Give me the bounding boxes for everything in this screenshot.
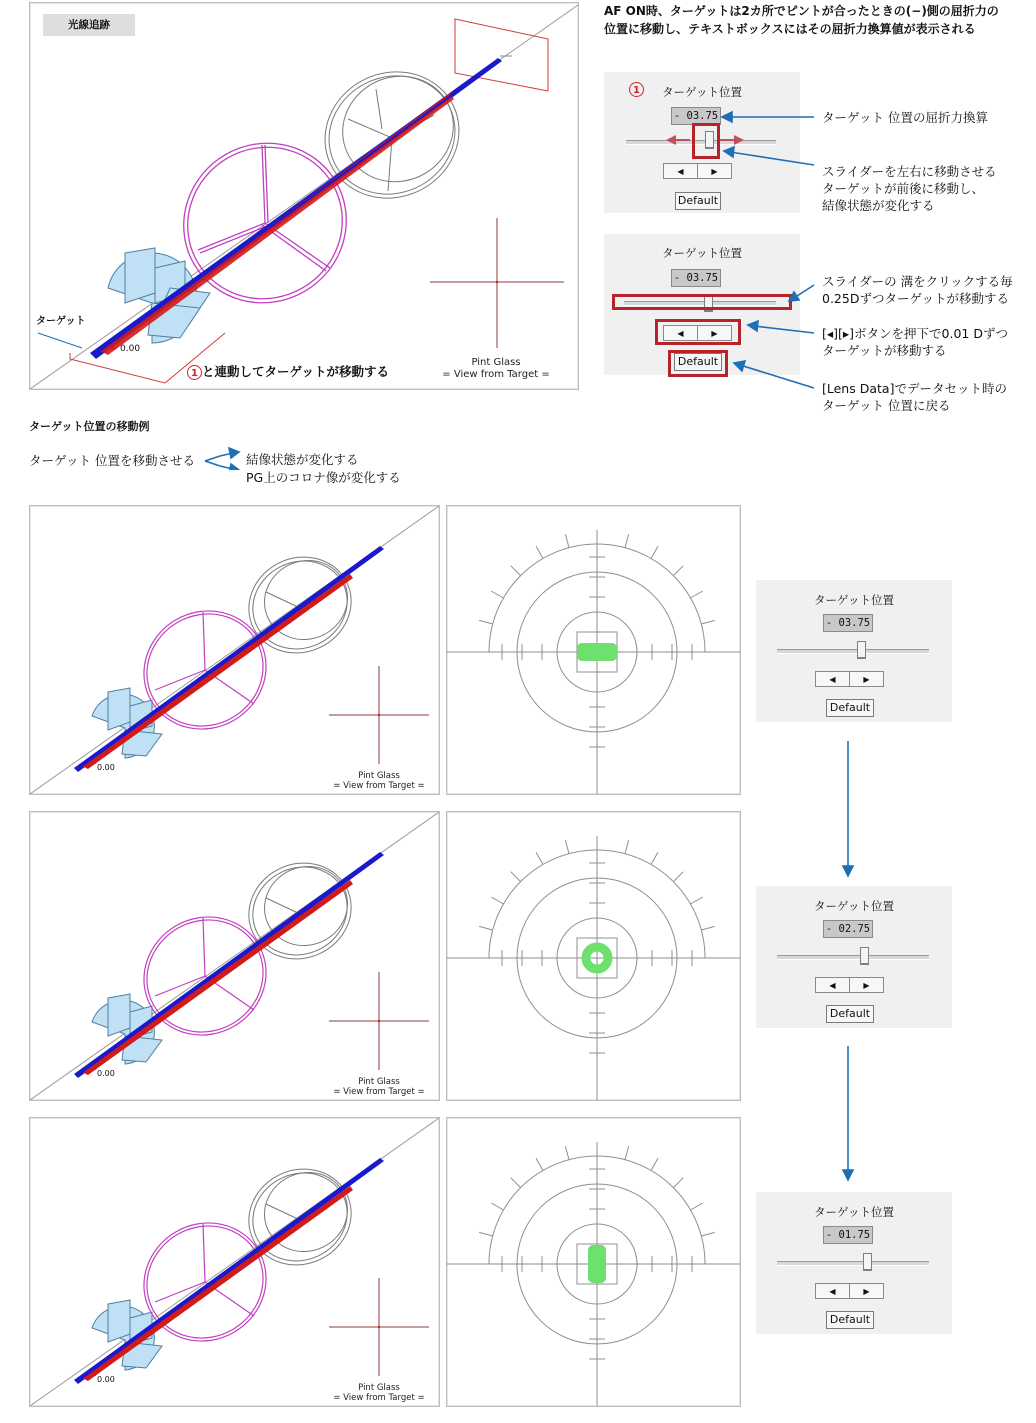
target-position-panel — [756, 1192, 952, 1334]
pint-glass-viewport — [446, 1117, 741, 1407]
focus-image — [588, 1245, 606, 1283]
ray-trace-title: 光線追跡 — [43, 14, 135, 36]
effect-2: PG上のコロナ像が変化する — [246, 470, 401, 485]
default-button[interactable]: Default — [675, 192, 721, 210]
header-line-1: AF ON時、ターゲットは2カ所でピントが合ったときの(−)側の屈折力の — [604, 4, 999, 18]
example-ray-trace-viewport — [29, 505, 440, 795]
target-value-box: - 01.75 — [823, 1226, 873, 1244]
target-value-box: - 02.75 — [823, 920, 873, 938]
link-note: 1 と連動してターゲットが移動する — [187, 362, 389, 380]
step-right-button[interactable]: ▶ — [849, 671, 884, 687]
default-button[interactable]: Default — [826, 1311, 874, 1329]
panel-title: ターゲット位置 — [813, 1205, 895, 1219]
panel-title: ターゲット位置 — [813, 593, 895, 607]
panel-title: ターゲット位置 — [813, 899, 895, 913]
target-value-box: - 03.75 — [671, 107, 721, 125]
target-value-box: - 03.75 — [823, 614, 873, 632]
panel-title: ターゲット位置 — [661, 246, 743, 260]
target-slider-track[interactable] — [777, 649, 929, 654]
annotation-default: [Lens Data]でデータセット時の ターゲット 位置に戻る — [822, 381, 1007, 413]
target-position-panel — [756, 580, 952, 722]
effect-1: 結像状態が変化する — [246, 452, 359, 467]
default-button[interactable]: Default — [826, 699, 874, 717]
example-ray-trace-drawing — [30, 506, 439, 794]
example-flow-arrows — [838, 736, 858, 1186]
pint-glass-viewport — [446, 811, 741, 1101]
annotation-refraction: ターゲット 位置の屈折力換算 — [822, 110, 988, 125]
pint-glass-caption: Pint Glass = View from Target = — [333, 771, 425, 791]
step-right-button[interactable]: ▶ — [697, 163, 732, 179]
annotation-track: スライダーの 溝をクリックする毎 0.25Dずつターゲットが移動する — [822, 274, 1013, 306]
focus-image — [577, 643, 617, 661]
default-button[interactable]: Default — [674, 353, 722, 371]
step-right-button[interactable]: ▶ — [697, 325, 732, 341]
example-ray-trace-drawing — [30, 812, 439, 1100]
step-left-button[interactable]: ◀ — [663, 325, 698, 341]
move-text: ターゲット 位置を移動させる — [29, 453, 195, 468]
target-label: ターゲット — [36, 316, 86, 327]
step-left-button[interactable]: ◀ — [815, 671, 850, 687]
target-value-box: - 03.75 — [671, 269, 721, 287]
pint-glass-drawing — [447, 506, 740, 794]
panel-title: ターゲット位置 — [661, 85, 743, 99]
marker-1-icon: 1 — [629, 82, 644, 97]
target-slider-thumb[interactable] — [863, 1253, 872, 1271]
annotation-slider: スライダーを左右に移動させる ターゲットが前後に移動し、 結像状態が変化する — [822, 164, 997, 213]
step-right-button[interactable]: ▶ — [849, 1283, 884, 1299]
pint-glass-viewport — [446, 505, 741, 795]
annotation-step: [◂][▸]ボタンを押下で0.01 Dずつ ターゲットが移動する — [822, 326, 1008, 358]
header-line-2: 位置に移動し、テキストボックスにはその屈折力換算値が表示される — [604, 22, 976, 36]
target-slider-thumb[interactable] — [860, 947, 869, 965]
example-ray-trace-drawing — [30, 1118, 439, 1406]
step-left-button[interactable]: ◀ — [815, 977, 850, 993]
target-slider-track[interactable] — [777, 1261, 929, 1266]
step-left-button[interactable]: ◀ — [663, 163, 698, 179]
step-right-button[interactable]: ▶ — [849, 977, 884, 993]
pint-glass-caption: Pint Glass = View from Target = — [442, 357, 550, 380]
pint-glass-drawing — [447, 812, 740, 1100]
zero-label: 0.00 — [97, 1069, 115, 1078]
step-left-button[interactable]: ◀ — [815, 1283, 850, 1299]
marker-1-icon: 1 — [187, 365, 202, 380]
zero-label: 0.00 — [120, 344, 141, 354]
pint-glass-drawing — [447, 1118, 740, 1406]
default-button[interactable]: Default — [826, 1005, 874, 1023]
pint-glass-caption: Pint Glass = View from Target = — [333, 1077, 425, 1097]
target-slider-thumb[interactable] — [857, 641, 866, 659]
zero-label: 0.00 — [97, 763, 115, 772]
pint-glass-caption: Pint Glass = View from Target = — [333, 1383, 425, 1403]
zero-label: 0.00 — [97, 1375, 115, 1384]
example-ray-trace-viewport — [29, 1117, 440, 1407]
example-ray-trace-viewport — [29, 811, 440, 1101]
section-heading: ターゲット位置の移動例 — [29, 420, 150, 433]
